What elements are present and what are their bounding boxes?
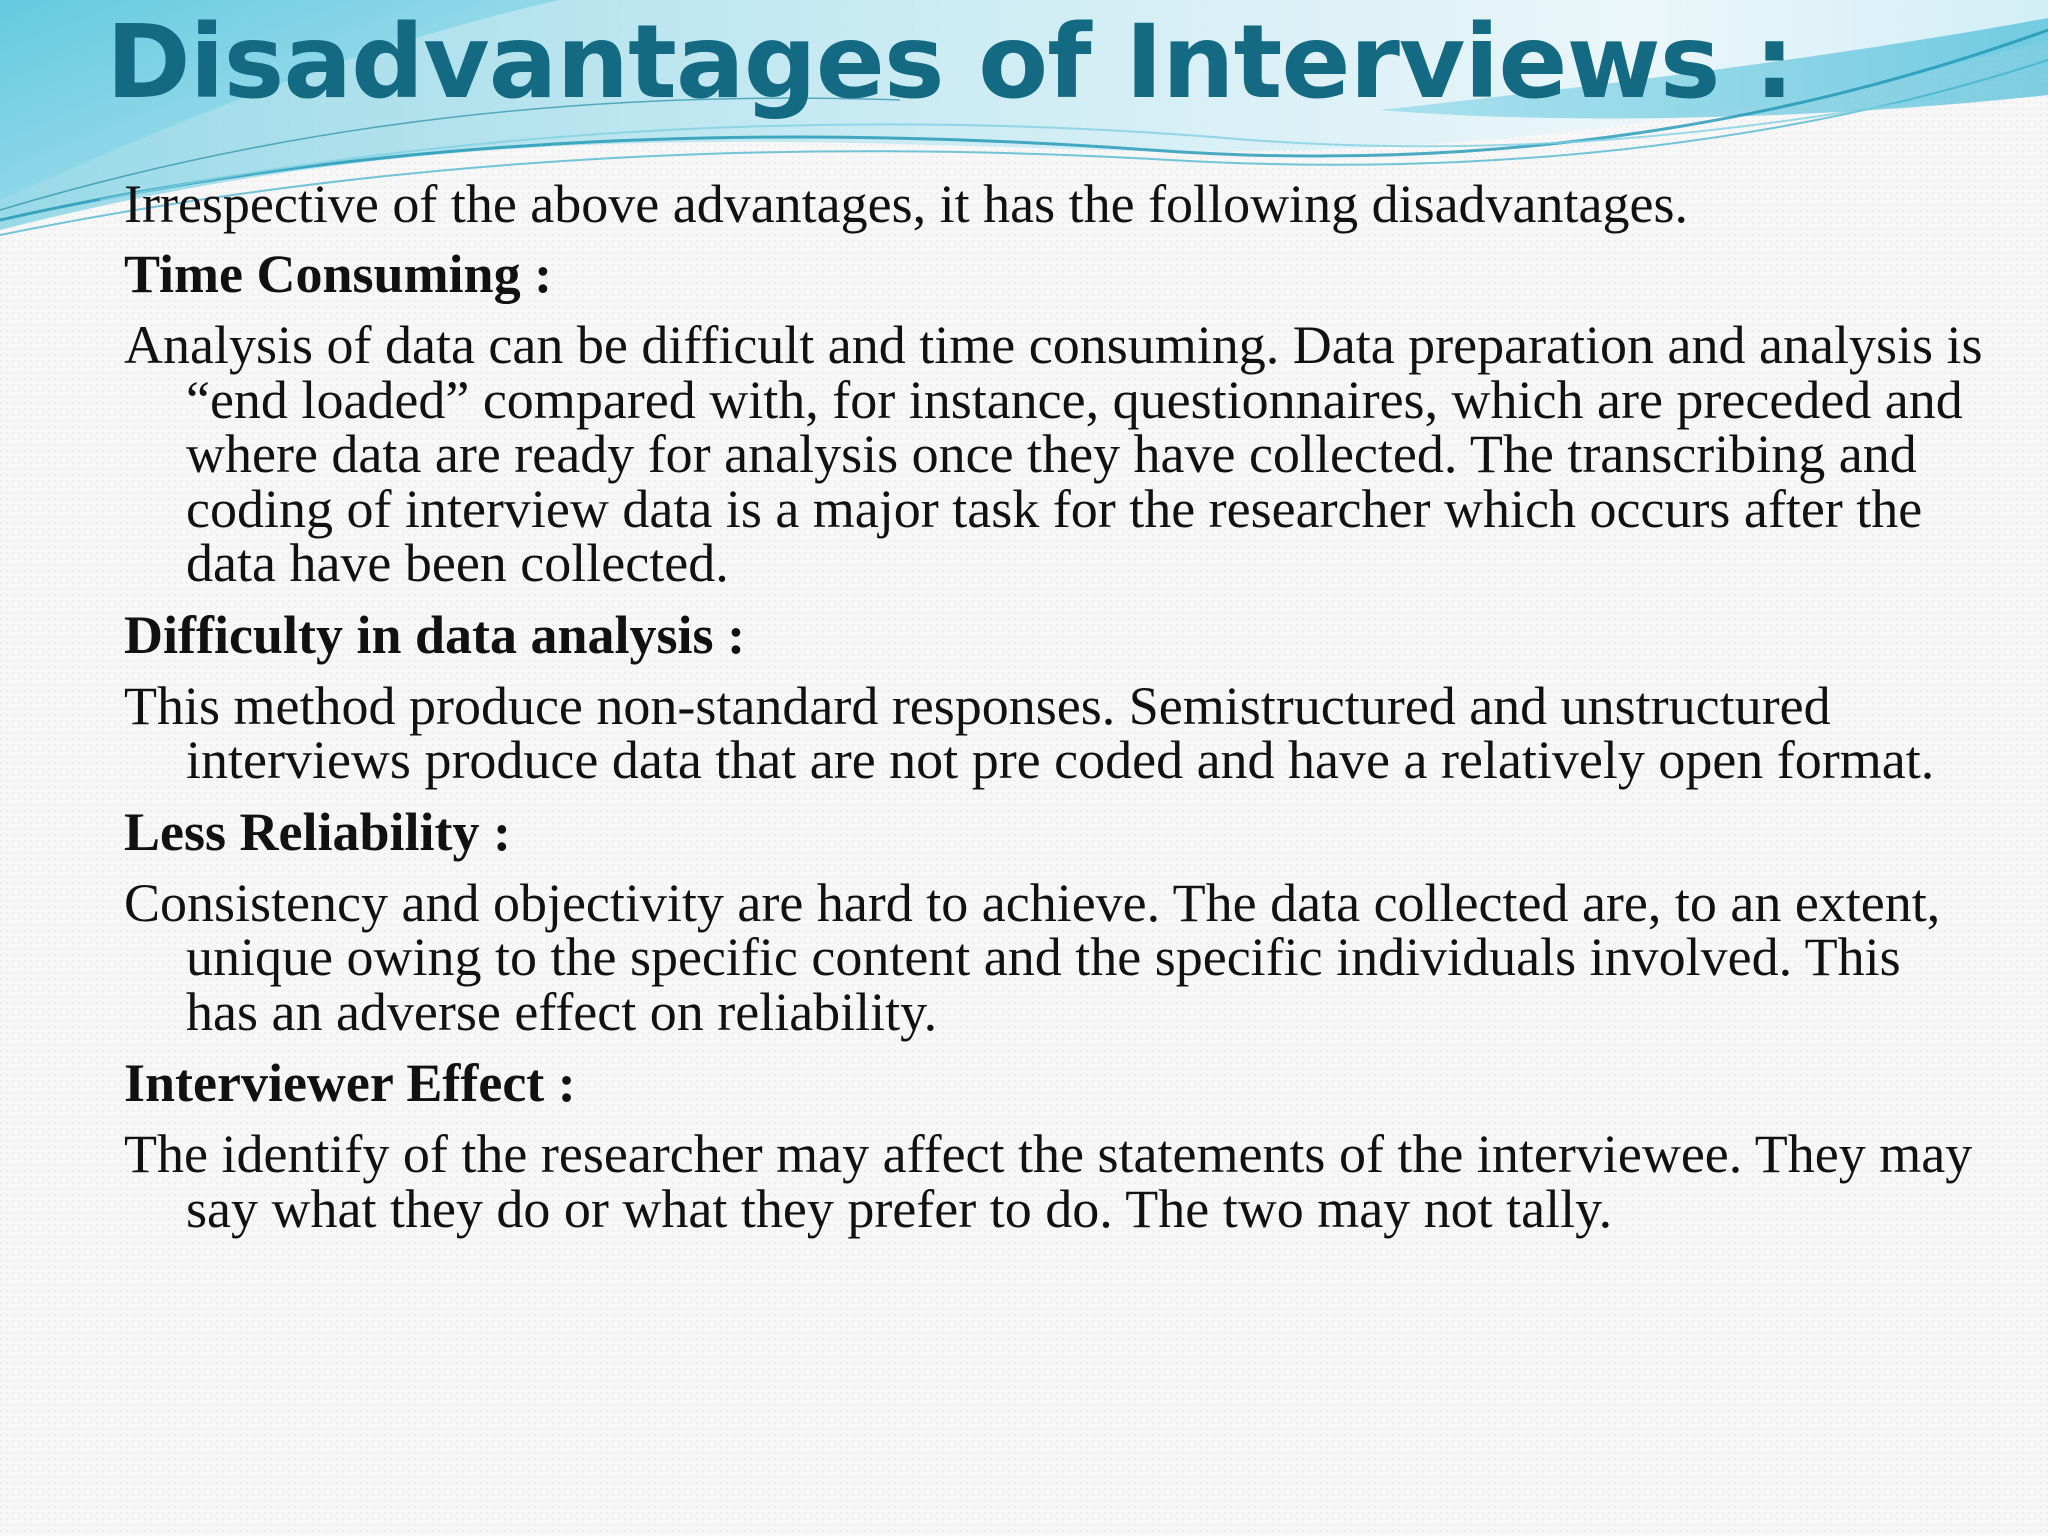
intro-text: Irrespective of the above advantages, it has the following disadvantages. (124, 174, 1688, 234)
section-heading-interviewer-effect: Interviewer Effect : (124, 1053, 576, 1113)
slide-content (124, 172, 1984, 1248)
section-heading-time-consuming: Time Consuming : (124, 244, 553, 304)
section-heading-difficulty-analysis: Difficulty in data analysis : (124, 604, 746, 665)
section-body-interviewer-effect: The identify of the researcher may affect the statements of the interviewee. They may say what they do or what they prefer to do. The two may not tally. (124, 1124, 1973, 1239)
section-body-less-reliability: Consistency and objectivity are hard to achieve. The data collected are, to an extent, unique owing to the specific content and the specific individuals involved. This has an adverse effect on reliability. (124, 872, 1941, 1042)
section-body-time-consuming: Analysis of data can be difficult and time consuming. Data preparation and analysis is “end loaded” compared with, for instance, questionnaires, which are preceded and where data are ready for analysis once they have collected. The transcribing and coding of interview data is a major task for the researcher which occurs after the data have been collected. (124, 315, 1983, 593)
section-body-difficulty-analysis: This method produce non-standard responses. Semistructured and unstructured interviews produce data that are not pre coded and have a relatively open format. (124, 675, 1935, 790)
section-heading-less-reliability: Less Reliability : (124, 801, 511, 862)
slide-title: Disadvantages of Interviews : (106, 3, 1794, 122)
